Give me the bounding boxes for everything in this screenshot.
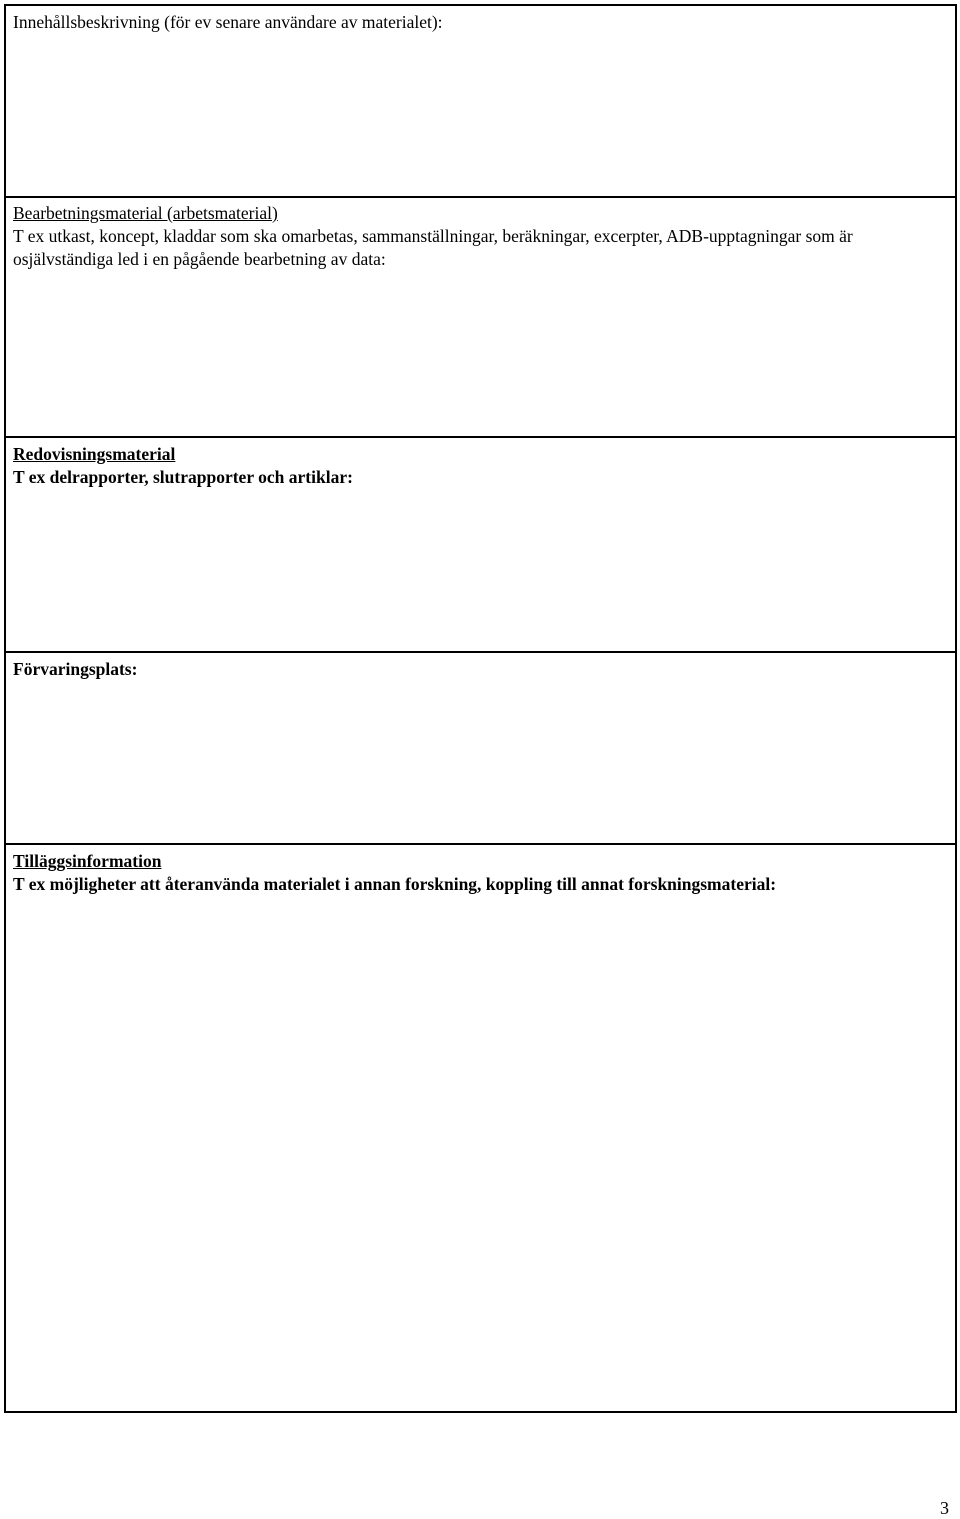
reporting-material-heading: Redovisningsmaterial — [13, 444, 176, 464]
storage-location-field[interactable] — [6, 651, 955, 843]
processing-material-field[interactable] — [6, 196, 955, 436]
additional-information-heading: Tilläggsinformation — [13, 851, 162, 871]
page-number: 3 — [940, 1498, 949, 1518]
additional-information-description: T ex möjligheter att återanvända materialet i annan forskning, koppling till annat forskningsmaterial: — [13, 874, 777, 894]
form-table — [4, 4, 957, 1413]
reporting-material-description: T ex delrapporter, slutrapporter och artiklar: — [13, 467, 353, 487]
additional-information-field[interactable] — [6, 843, 955, 1411]
storage-location-label: Förvaringsplats: — [13, 659, 138, 679]
processing-material-heading: Bearbetningsmaterial (arbetsmaterial) — [13, 203, 278, 223]
processing-material-description: T ex utkast, koncept, kladdar som ska omarbetas, sammanställningar, beräkningar, excerpter, ADB-upptagningar som är osjälvständiga led i en pågående bearbetning av data: — [13, 226, 853, 269]
content-description-field[interactable] — [6, 6, 955, 196]
content-description-label: Innehållsbeskrivning (för ev senare användare av materialet): — [13, 12, 443, 32]
reporting-material-field[interactable] — [6, 436, 955, 651]
